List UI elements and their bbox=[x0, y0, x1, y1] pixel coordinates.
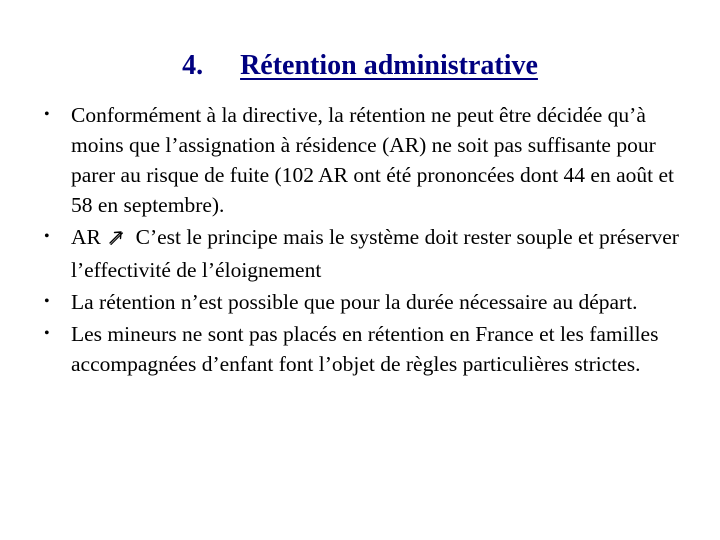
bullet-text: Conformément à la directive, la rétention ne peut être décidée qu’à moins que l’assignation à résidence (AR) ne soit pas suffisante pour parer au risque de fuite (102 AR ont été prononcées dont 44 en août et 58 en septembre). bbox=[71, 103, 675, 217]
bullet-text: Les mineurs ne sont pas placés en rétention en France et les familles accompagnées d’enfant font l’objet de règles particulières strictes. bbox=[71, 322, 659, 376]
title-number: 4. bbox=[182, 50, 204, 81]
bullet-marker: • bbox=[44, 325, 50, 342]
title-underlined bbox=[182, 50, 538, 81]
title-text: Rétention administrative bbox=[240, 50, 538, 81]
bullet-text: La rétention n’est possible que pour la durée nécessaire au départ. bbox=[71, 290, 638, 314]
bullet-prefix: AR bbox=[71, 225, 101, 249]
right-arrow-icon bbox=[108, 225, 128, 255]
bullet-marker: • bbox=[44, 106, 50, 123]
bullet-item bbox=[44, 287, 694, 317]
bullet-marker: • bbox=[44, 293, 50, 310]
bullet-item bbox=[44, 100, 694, 220]
bullet-text: C’est le principe mais le système doit rester souple et préserver l’effectivité de l’éloignement bbox=[71, 225, 679, 282]
bullet-list bbox=[44, 100, 694, 381]
bullet-item bbox=[44, 319, 694, 379]
bullet-item bbox=[44, 222, 694, 285]
slide-title bbox=[0, 48, 720, 84]
bullet-marker: • bbox=[44, 228, 50, 245]
